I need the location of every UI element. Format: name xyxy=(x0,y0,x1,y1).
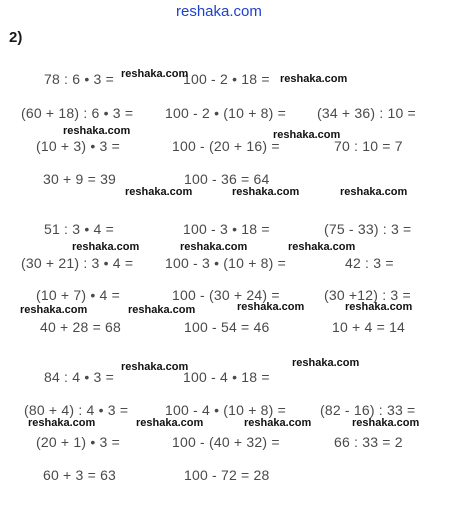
expression: 100 - 2 • 18 = xyxy=(183,71,270,87)
watermark: reshaka.com xyxy=(136,417,204,429)
expression: 60 + 3 = 63 xyxy=(43,467,117,483)
expression: 100 - 54 = 46 xyxy=(184,319,270,335)
expression: (60 + 18) : 6 • 3 = xyxy=(21,105,134,121)
expression: (30 + 21) : 3 • 4 = xyxy=(21,255,134,271)
watermark: reshaka.com xyxy=(244,417,312,429)
expression: 100 - (20 + 16) = xyxy=(172,138,280,154)
watermark: reshaka.com xyxy=(121,361,189,373)
watermark: reshaka.com xyxy=(28,417,96,429)
expression: (10 + 7) • 4 = xyxy=(36,287,120,303)
expression: 100 - 3 • (10 + 8) = xyxy=(165,255,286,271)
expression: 42 : 3 = xyxy=(345,255,394,271)
expression: (82 - 16) : 33 = xyxy=(320,402,416,418)
watermark: reshaka.com xyxy=(128,304,196,316)
expression: 40 + 28 = 68 xyxy=(40,319,122,335)
expression: 70 : 10 = 7 xyxy=(334,138,403,154)
watermark: reshaka.com xyxy=(352,417,420,429)
expression: 100 - (40 + 32) = xyxy=(172,434,280,450)
expression: (75 - 33) : 3 = xyxy=(324,221,412,237)
expression: 84 : 4 • 3 = xyxy=(44,369,114,385)
expression: (10 + 3) • 3 = xyxy=(36,138,120,154)
watermark: reshaka.com xyxy=(288,241,356,253)
expression: (34 + 36) : 10 = xyxy=(317,105,416,121)
watermark: reshaka.com xyxy=(280,73,348,85)
watermark: reshaka.com xyxy=(63,125,131,137)
expression: 100 - 4 • (10 + 8) = xyxy=(165,402,286,418)
expression: (30 +12) : 3 = xyxy=(324,287,411,303)
expression: 51 : 3 • 4 = xyxy=(44,221,114,237)
expression: 100 - 72 = 28 xyxy=(184,467,270,483)
problem-number: 2) xyxy=(9,29,23,46)
expression: (80 + 4) : 4 • 3 = xyxy=(24,402,129,418)
watermark: reshaka.com xyxy=(180,241,248,253)
watermark: reshaka.com xyxy=(237,301,305,313)
expression: 100 - 4 • 18 = xyxy=(183,369,270,385)
expression: 100 - 36 = 64 xyxy=(184,171,270,187)
expression: 100 - 2 • (10 + 8) = xyxy=(165,105,286,121)
watermark: reshaka.com xyxy=(125,186,193,198)
expression: 66 : 33 = 2 xyxy=(334,434,403,450)
watermark: reshaka.com xyxy=(340,186,408,198)
expression: 78 : 6 • 3 = xyxy=(44,71,114,87)
expression: 10 + 4 = 14 xyxy=(332,319,406,335)
expression: (20 + 1) • 3 = xyxy=(36,434,120,450)
watermark: reshaka.com xyxy=(232,186,300,198)
watermark: reshaka.com xyxy=(273,129,341,141)
expression: 30 + 9 = 39 xyxy=(43,171,117,187)
watermark: reshaka.com xyxy=(20,304,88,316)
expression: 100 - (30 + 24) = xyxy=(172,287,280,303)
watermark: reshaka.com xyxy=(72,241,140,253)
site-header[interactable]: reshaka.com xyxy=(176,3,262,20)
watermark: reshaka.com xyxy=(292,357,360,369)
watermark: reshaka.com xyxy=(345,301,413,313)
expression: 100 - 3 • 18 = xyxy=(183,221,270,237)
watermark: reshaka.com xyxy=(121,68,189,80)
